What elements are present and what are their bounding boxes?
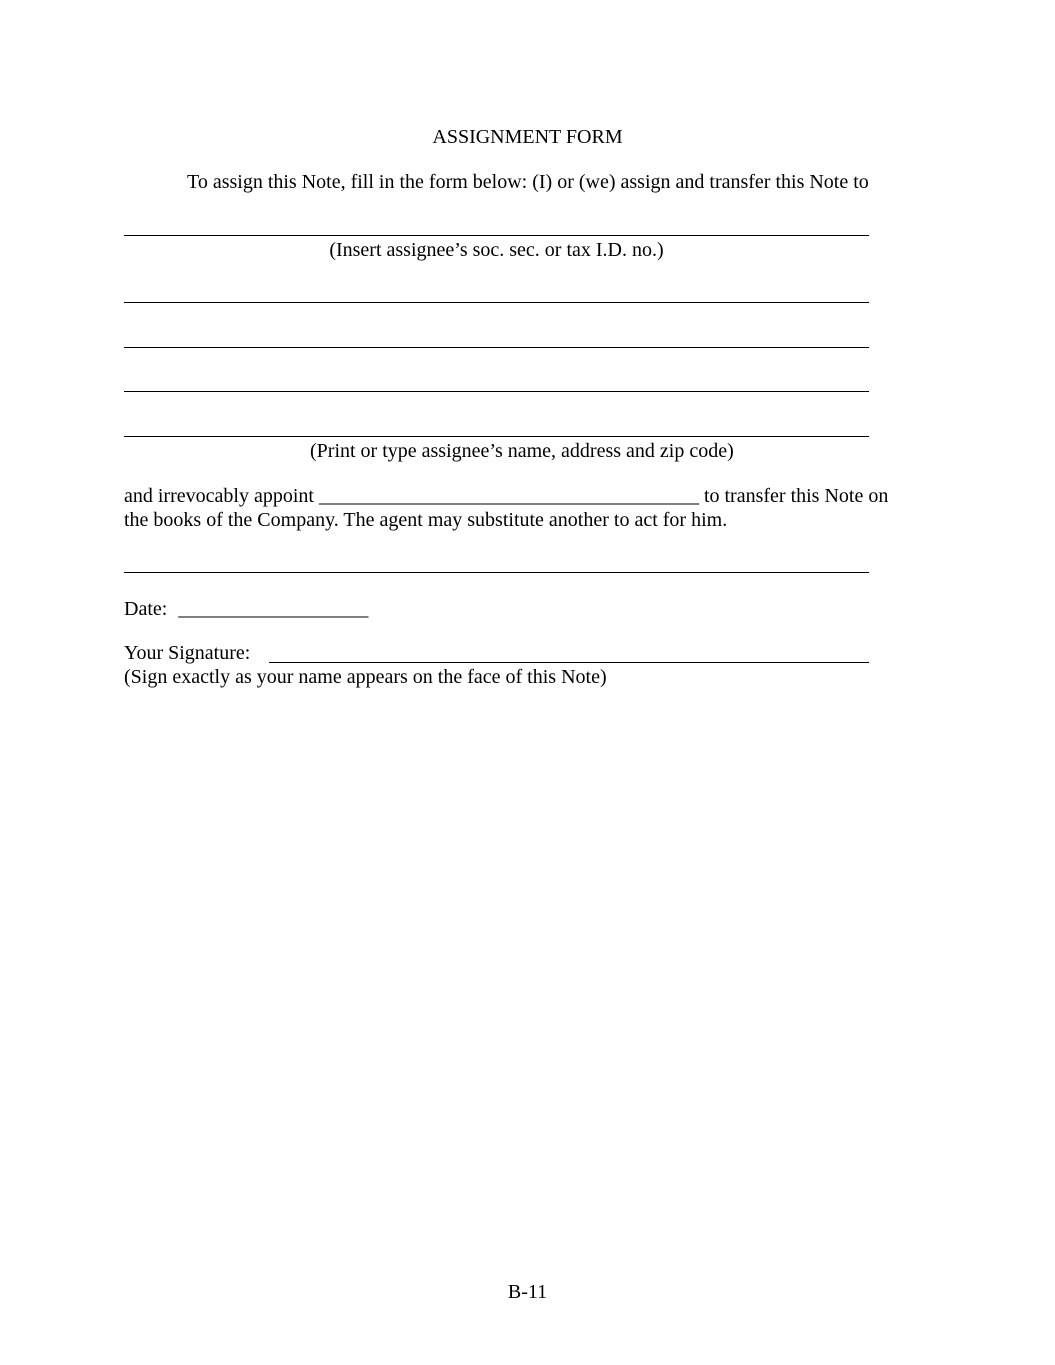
agent-name-field[interactable]: ______________________________________	[318, 485, 699, 507]
assignee-name-line-3[interactable]	[124, 391, 869, 392]
assignee-name-line-4[interactable]	[124, 436, 869, 437]
assignee-name-line-1[interactable]	[124, 302, 869, 303]
assignee-name-line-2[interactable]	[124, 347, 869, 348]
date-field[interactable]: ___________________	[178, 598, 369, 620]
agent-signature-line[interactable]	[124, 572, 869, 573]
appoint-suffix: to transfer this Note on	[703, 485, 889, 507]
appoint-line-1	[124, 484, 888, 508]
signature-label: Your Signature:	[124, 642, 251, 664]
assignee-name-caption: (Print or type assignee’s name, address and zip code)	[310, 440, 734, 462]
assignee-id-field[interactable]	[124, 235, 869, 236]
date-label: Date:	[124, 598, 168, 620]
signature-caption: (Sign exactly as your name appears on the face of this Note)	[124, 666, 607, 688]
date-row	[124, 597, 368, 621]
form-intro: To assign this Note, fill in the form below: (I) or (we) assign and transfer this Note to	[187, 171, 869, 193]
assignee-id-caption: (Insert assignee’s soc. sec. or tax I.D. no.)	[329, 239, 664, 261]
appoint-prefix: and irrevocably appoint	[124, 485, 314, 507]
signature-field[interactable]	[269, 662, 869, 663]
page-number: B-11	[507, 1281, 548, 1303]
form-title: ASSIGNMENT FORM	[432, 126, 623, 148]
appoint-line-2: the books of the Company. The agent may substitute another to act for him.	[124, 509, 728, 531]
